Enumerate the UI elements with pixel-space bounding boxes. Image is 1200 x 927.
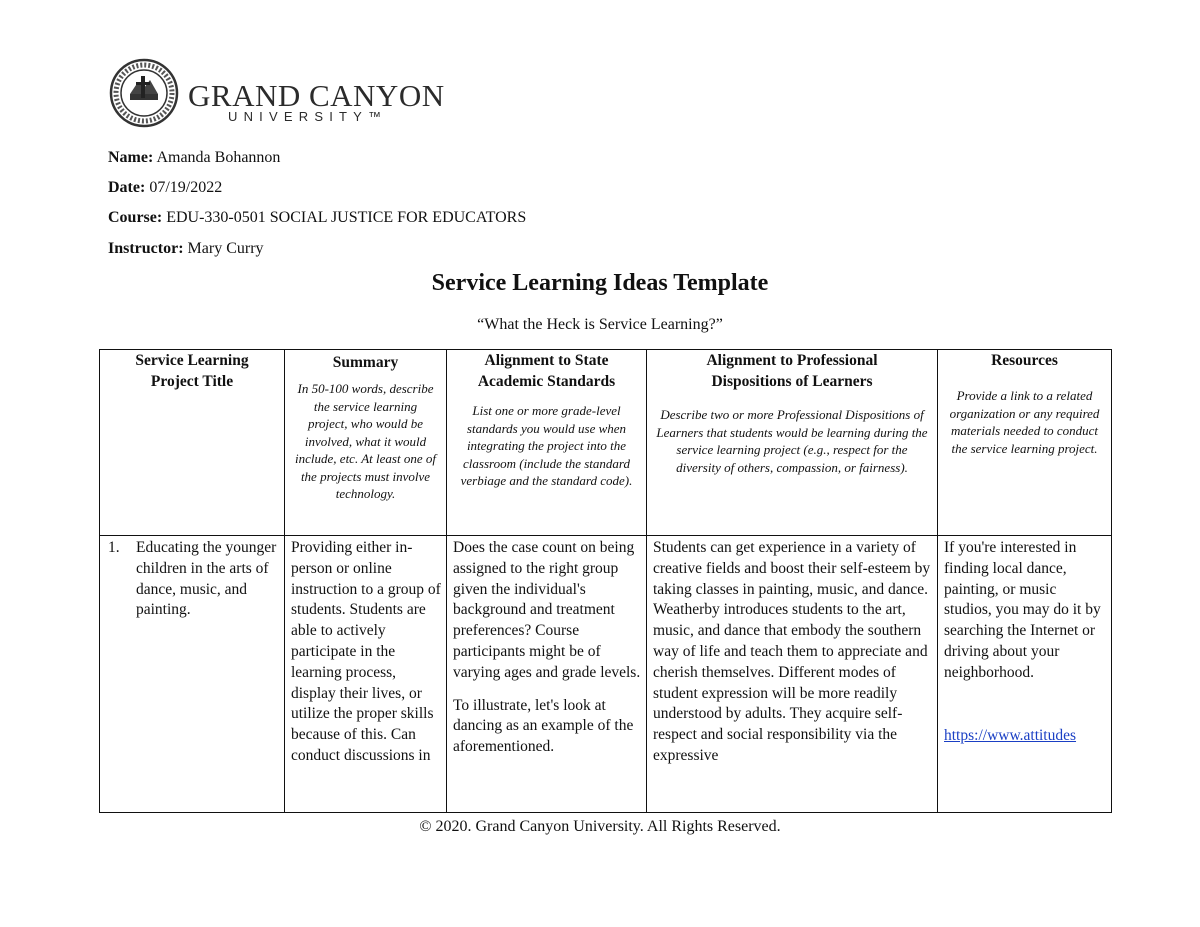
course-field <box>108 209 526 227</box>
name-value: Amanda Bohannon <box>156 149 281 166</box>
course-label: Course: <box>108 209 163 226</box>
header-title: Summary <box>332 354 399 371</box>
table-header-row <box>100 350 1112 536</box>
service-learning-table <box>99 349 1112 813</box>
brand-name: GRAND CANYON <box>188 78 445 113</box>
cell-summary <box>285 536 447 813</box>
standards-paragraph: Does the case count on being assigned to the right group given the individual's background and treatment preferences? Course participants might be of varying ages and grade levels. <box>453 539 641 681</box>
course-value: EDU-330-0501 SOCIAL JUSTICE FOR EDUCATORS <box>166 209 527 226</box>
header-title: Service Learning Project Title <box>135 352 249 390</box>
instructor-value: Mary Curry <box>187 240 264 257</box>
cell-resources <box>938 536 1112 813</box>
date-value: 07/19/2022 <box>149 179 223 196</box>
header-title: Alignment to Professional Dispositions of Learners <box>706 352 878 390</box>
date-label: Date: <box>108 179 146 196</box>
cell-standards <box>447 536 647 813</box>
resource-link[interactable]: https://www.attitudes <box>944 726 1077 744</box>
header-cell-project-title <box>100 350 285 536</box>
cell-project-title <box>100 536 285 813</box>
header-description: List one or more grade-level standards you would use when integrating the project into the classroom (include the standard verbiage and the standard code). <box>460 403 633 488</box>
document-subtitle: “What the Heck is Service Learning?” <box>477 316 723 333</box>
standards-paragraph: To illustrate, let's look at dancing as an example of the aforementioned. <box>453 696 634 756</box>
header-cell-dispositions <box>647 350 938 536</box>
header-title: Alignment to State Academic Standards <box>477 352 616 390</box>
university-seal-icon <box>108 58 184 128</box>
name-label: Name: <box>108 149 154 166</box>
resources-text: If you're interested in finding local dance, painting, or music studios, you may do it by searching the Internet or driving about your neighborhood. <box>944 539 1101 681</box>
project-title-text: Educating the younger children in the arts of dance, music, and painting. <box>136 539 277 619</box>
header-cell-standards <box>447 350 647 536</box>
table-row <box>100 536 1112 813</box>
header-description: Provide a link to a related organization or any required materials needed to conduct the service learning project. <box>949 388 1100 456</box>
document-title: Service Learning Ideas Template <box>431 270 769 296</box>
cell-dispositions <box>647 536 938 813</box>
summary-text: Providing either in-person or online instruction to a group of students. Students are able to actively participate in the learning process, display their lives, or utilize the proper skills because of this. Can conduct discussions in <box>291 539 441 764</box>
header-cell-resources <box>938 350 1112 536</box>
name-field <box>108 149 280 167</box>
date-field <box>108 179 222 197</box>
instructor-field <box>108 240 264 258</box>
dispositions-text: Students can get experience in a variety of creative fields and boost their self-esteem by taking classes in painting, music, and dance. Weatherby introduces students to the art, music, and dance that embody the southern way of life and teach them to appreciate and cherish themselves. Different modes of student expression will be more readily understood by adults. They acquire self-respect and social responsibility via the expressive <box>653 539 931 764</box>
instructor-label: Instructor: <box>108 240 184 257</box>
university-logo <box>108 58 445 128</box>
copyright-footer: © 2020. Grand Canyon University. All Rights Reserved. <box>419 818 781 835</box>
header-description: Describe two or more Professional Dispositions of Learners that students would be learning during the service learning project (e.g., respect for the diversity of others, compassion, or fairness). <box>656 407 928 475</box>
header-cell-summary <box>285 350 447 536</box>
header-title: Resources <box>991 352 1058 369</box>
row-number: 1. <box>108 539 120 556</box>
brand-subtitle: UNIVERSITY™ <box>228 109 388 124</box>
header-description: In 50-100 words, describe the service learning project, who would be involved, what it would include, etc. At least one of the projects must involve technology. <box>295 381 436 501</box>
